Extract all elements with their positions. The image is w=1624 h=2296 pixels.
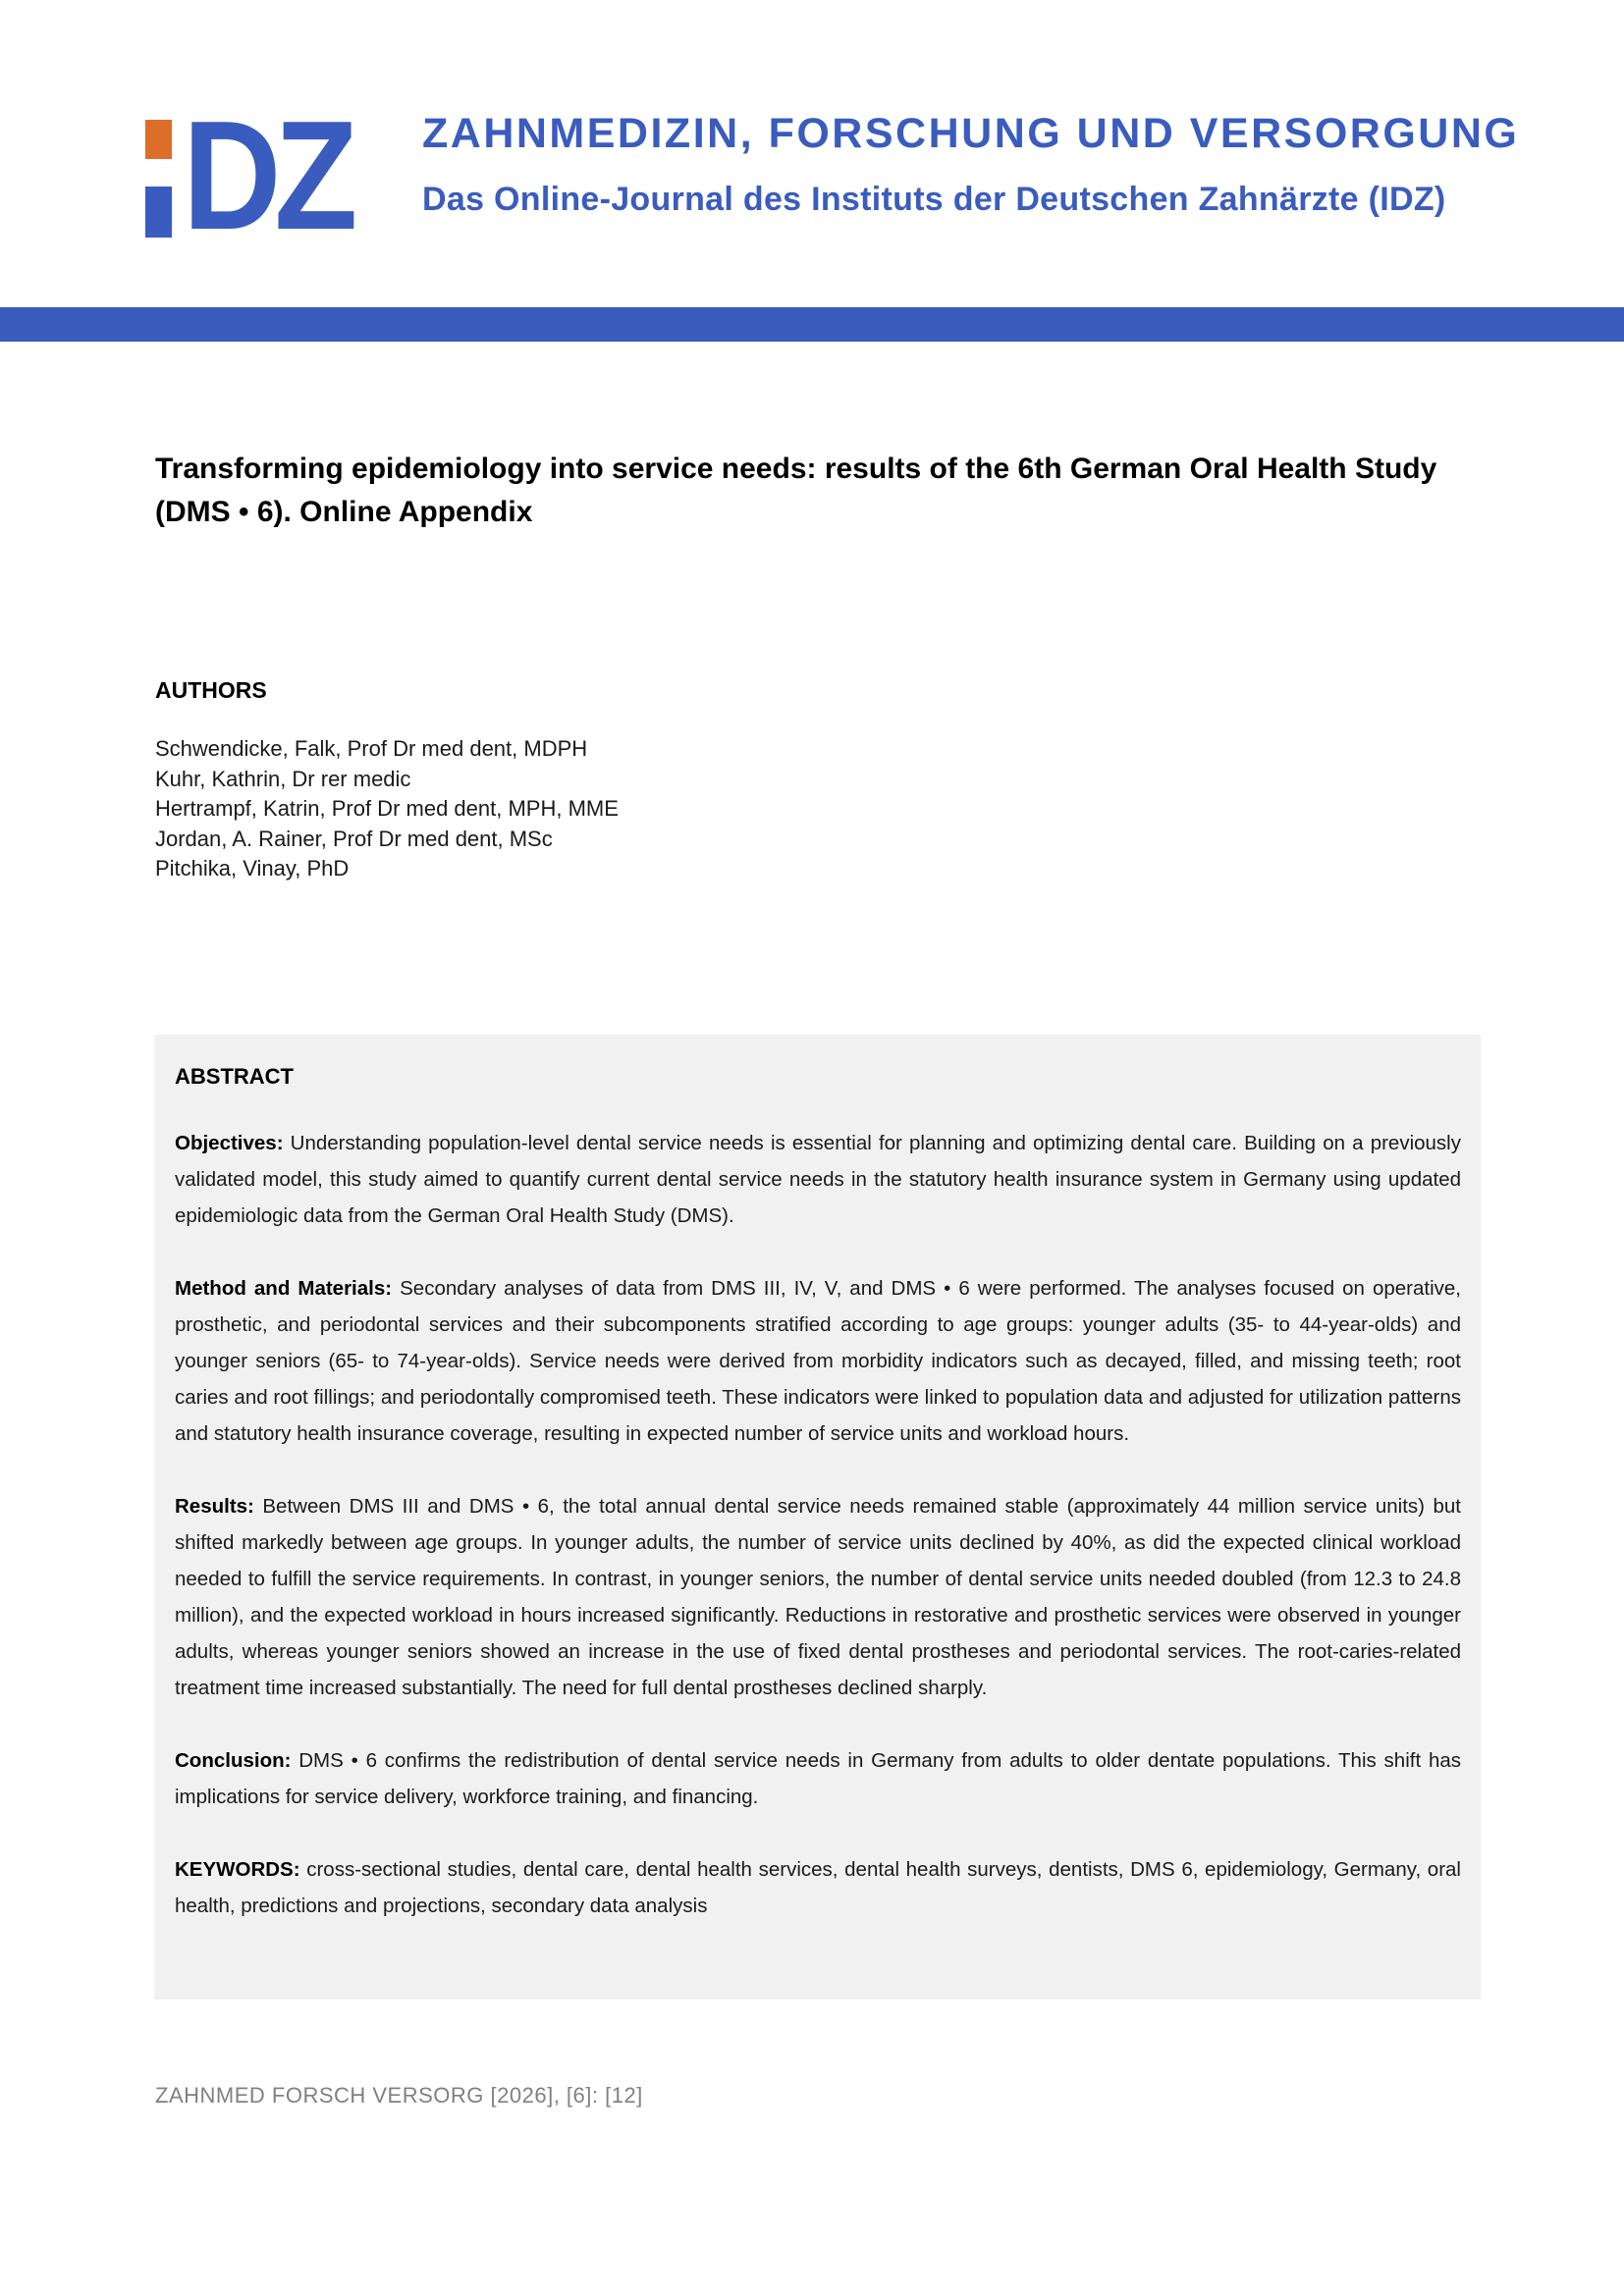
abstract-keywords-text: cross-sectional studies, dental care, dental health services, dental health surveys, dentists, DMS 6, epidemiology, Germany, oral health, predictions and projections, secondary data analysis xyxy=(175,1858,1461,1917)
journal-title: ZAHNMEDIZIN, FORSCHUNG UND VERSORGUNG xyxy=(422,110,1520,157)
abstract-conclusion-text: DMS • 6 confirms the redistribution of dental service needs in Germany from adults to older dentate populations. This shift has implications for service delivery, workforce training, and financing. xyxy=(175,1749,1461,1808)
author-line: Kuhr, Kathrin, Dr rer medic xyxy=(155,766,411,791)
journal-subtitle: Das Online-Journal des Instituts der Deutschen Zahnärzte (IDZ) xyxy=(422,181,1446,218)
abstract-keywords xyxy=(175,1851,1461,1924)
abstract-objectives-text: Understanding population-level dental service needs is essential for planning and optimizing dental care. Building on a previously validated model, this study aimed to quantify current dental service needs in the statutory health insurance system in Germany using updated epidemiologic data from the German Oral Health Study (DMS). xyxy=(175,1132,1461,1227)
abstract-methods-label: Method and Materials: xyxy=(175,1277,393,1300)
idz-logo-blue-block xyxy=(145,187,172,238)
abstract-results-text: Between DMS III and DMS • 6, the total annual dental service needs remained stable (approximately 44 million service units) but shifted markedly between age groups. In younger adults, the number of service units declined by 40%, as did the expected clinical workload needed to fulfill the service requirements. In contrast, in younger seniors, the number of dental service units needed doubled (from 12.3 to 24.8 million), and the expected workload in hours increased significantly. Reductions in restorative and prosthetic services were observed in younger adults, whereas younger seniors showed an increase in the use of fixed dental prostheses and periodontal services. The root-caries-related treatment time increased substantially. The need for full dental prostheses declined sharply. xyxy=(175,1495,1461,1699)
abstract-results-label: Results: xyxy=(175,1495,254,1518)
abstract-heading: ABSTRACT xyxy=(175,1064,294,1089)
abstract-objectives xyxy=(175,1125,1461,1234)
idz-logo-i-column xyxy=(145,120,172,238)
authors-list xyxy=(155,734,1039,884)
abstract-box xyxy=(154,1035,1481,2000)
idz-logo-letters: DZ xyxy=(183,89,352,262)
abstract-conclusion xyxy=(175,1742,1461,1815)
abstract-methods xyxy=(175,1270,1461,1452)
article-title: Transforming epidemiology into service needs: results of the 6th German Oral Health Study (DMS • 6). Online Appendix xyxy=(155,453,1437,528)
footer-citation: ZAHNMED FORSCH VERSORG [2026], [6]: [12] xyxy=(155,2083,643,2108)
authors-heading: AUTHORS xyxy=(155,677,267,703)
author-line: Jordan, A. Rainer, Prof Dr med dent, MSc xyxy=(155,826,553,851)
abstract-keywords-label: KEYWORDS: xyxy=(175,1858,300,1881)
header-divider-bar xyxy=(0,307,1624,342)
abstract-objectives-label: Objectives: xyxy=(175,1132,284,1154)
abstract-conclusion-label: Conclusion: xyxy=(175,1749,292,1772)
abstract-results xyxy=(175,1488,1461,1706)
abstract-methods-text: Secondary analyses of data from DMS III, IV, V, and DMS • 6 were performed. The analyses focused on operative, prosthetic, and periodontal services and their subcomponents stratified according to age groups: younger adults (35- to 44-year-olds) and younger seniors (65- to 74-year-olds). Service needs were derived from morbidity indicators such as decayed, filled, and missing teeth; root caries and root fillings; and periodontally compromised teeth. These indicators were linked to population data and adjusted for utilization patterns and statutory health insurance coverage, resulting in expected number of service units and workload hours. xyxy=(175,1277,1461,1445)
author-line: Schwendicke, Falk, Prof Dr med dent, MDPH xyxy=(155,736,588,761)
author-line: Hertrampf, Katrin, Prof Dr med dent, MPH, MME xyxy=(155,796,619,821)
idz-logo-orange-block xyxy=(145,120,172,159)
author-line: Pitchika, Vinay, PhD xyxy=(155,856,350,881)
